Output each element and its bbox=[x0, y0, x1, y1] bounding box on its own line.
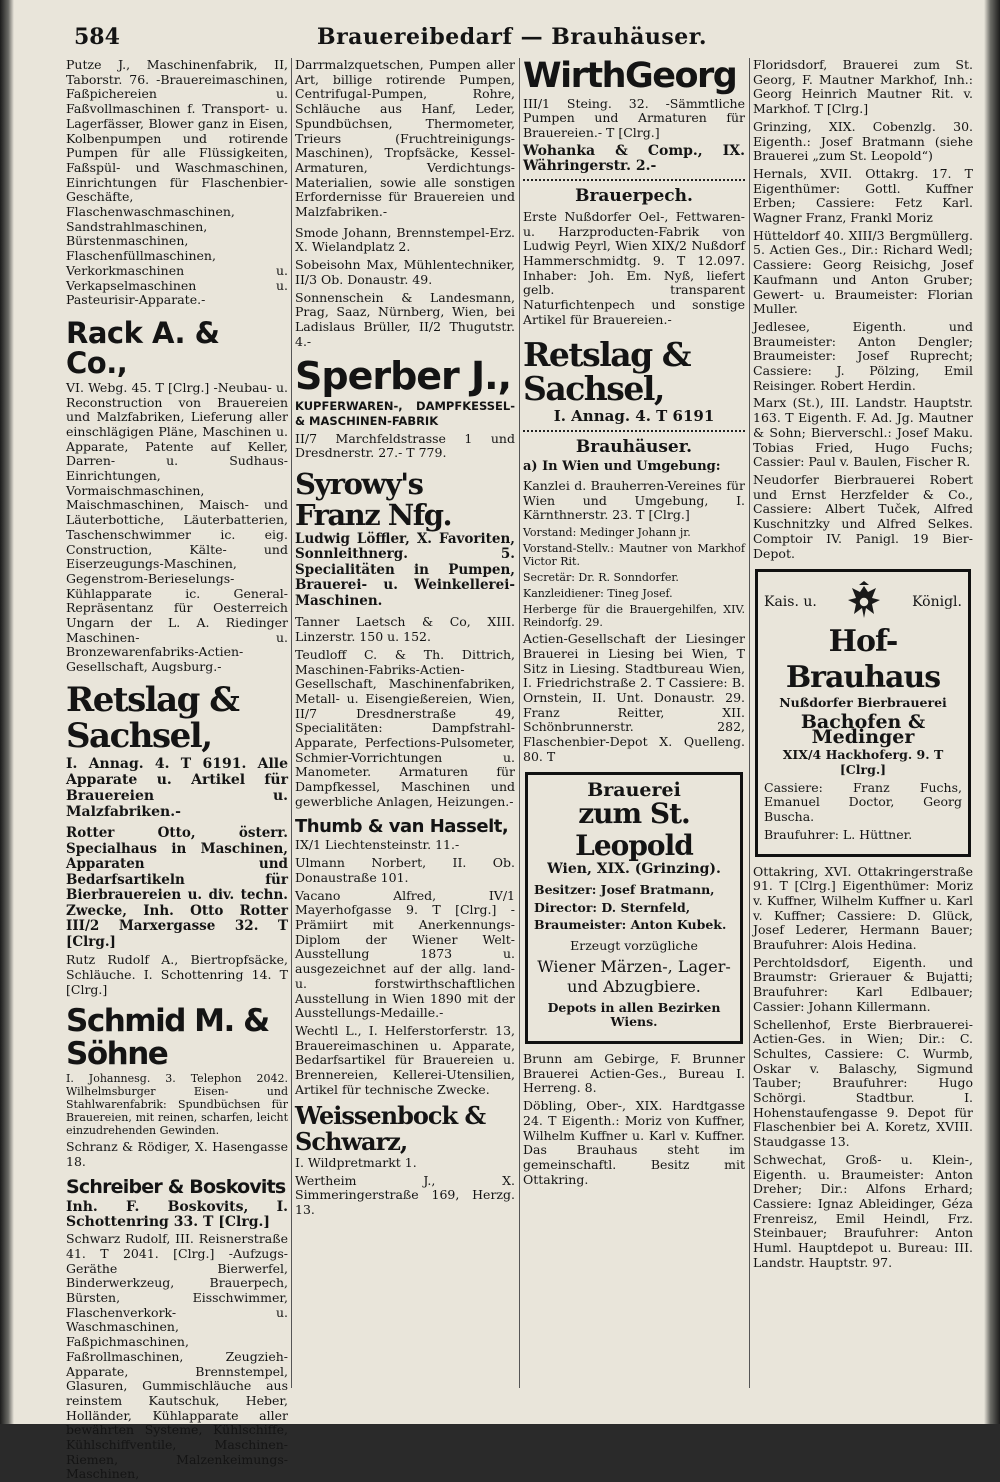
entry-retslag: I. Annag. 4. T 6191. Alle Apparate u. Artikel für Brauereien u. Malzfabriken.- bbox=[66, 756, 288, 821]
entry-rotter: Rotter Otto, österr. Specialhaus in Maschinen, Apparaten und Bedarfsartikeln für Bierbrauereien u. div. techn. Zwecke, Inh. Otto Rotter III/2 Marxergasse 32. T [Clrg.] bbox=[66, 825, 288, 950]
ad-retslag-name: Retslag & Sachsel, bbox=[66, 679, 239, 756]
page-header bbox=[62, 24, 962, 54]
hof-braufuehrer: Braufuhrer: L. Hüttner. bbox=[764, 826, 913, 842]
entry-ulmann: Ulmann Norbert, II. Ob. Donaustraße 101. bbox=[295, 855, 515, 885]
entry-neudorfer: Neudorfer Bierbrauerei Robert und Ernst Herzfelder & Co., Cassiere: Albert Tuček, Alfred Kuschnitzky und Alfred Selkes. Comptoir IV. Panigl. 19 Bier-Depot. bbox=[753, 471, 973, 561]
entry-huetteldorf: Hütteldorf 40. XIII/3 Bergmüllerg. 5. Actien Ges., Dir.: Richard Wedl; Cassiere: Georg Reisichg, Josef Kaufmann und Anton Gruber; Gewert- u. Braumeister: Florian Muller. bbox=[753, 227, 973, 317]
entry-floridsdorf: Floridsdorf, Brauerei zum St. Georg, F. Mautner Markhof, Inh.: Georg Heinrich Mautner Rit. v. Markhof. T [Clrg.] bbox=[753, 57, 973, 117]
entry-brunn: Brunn am Gebirge, F. Brunner Brauerei Actien-Ges., Bureau I. Herreng. 8. bbox=[523, 1051, 745, 1096]
entry-sobeisohn: Sobeisohn Max, Mühlentechniker, II/3 Ob. Donaustr. 49. bbox=[295, 257, 515, 287]
hof-addr: XIX/4 Hackhoferg. 9. T [Clrg.] bbox=[782, 747, 944, 778]
hof-cassiere: Cassiere: Franz Fuchs, Emanuel Doctor, Georg Buscha. bbox=[764, 779, 962, 825]
entry-liesing: Actien-Gesellschaft der Liesinger Brauerei in Liesing bei Wien, T Sitz in Liesing. Stadtbureau Wien, I. Friedrichstraße 2. T Cassiere: B. Ornstein, II. Unt. Donaustr. 29. Franz Reitter, XII. Schönbrunnerstr. 282, Flaschenbier-Depot X. Quelleng. 80. T bbox=[523, 631, 745, 764]
leopold-l3: Wien, XIX. (Grinzing). bbox=[547, 861, 721, 878]
entry-hernals: Hernals, XVII. Ottakrg. 17. T Eigenthümer: Gottl. Kuffner Erben; Cassiere: Fetz Karl. Wagner Franz, Frankl Moriz bbox=[753, 165, 973, 226]
column-4 bbox=[753, 58, 973, 1388]
leopold-director: Director: D. Sternfeld, bbox=[534, 899, 691, 915]
entry-jedlesee: Jedlesee, Eigenth. und Braumeister: Anton Dengler; Braumeister: Josef Ruprecht; Cassiere: J. Pölzing, Emil Reisinger. Robert Herdin. bbox=[753, 318, 973, 393]
entry-ottakring: Ottakring, XVI. Ottakringerstraße 91. T [Clrg.] Eigenthümer: Moriz v. Kuffner, Wilhelm Kuffner u. Karl v. Kuffner; Cassiere: D. Glück, Josef Lederer, Hermann Bauer; Braufuhrer: Alois Hedina. bbox=[753, 863, 973, 953]
hof-crest-row bbox=[764, 580, 962, 624]
entry-nussdorfer: Erste Nußdorfer Oel-, Fettwaren- u. Harzproducten-Fabrik von Ludwig Peyrl, Wien XIX/2 Nußdorf Hammerschmidtg. 9. T 12.097. Inhaber: Joh. Em. Nyß, liefert gelb. transparent Naturfichtenpech und sonstige Artikel für Brauereien.- bbox=[523, 208, 745, 327]
hof-sub: Nußdorfer Bierbrauerei bbox=[779, 695, 947, 711]
entry-kanzlei: Kanzlei d. Brauherren-Vereines für Wien und Umgebung, I. Kärnthnerstr. 23. T [Clrg.] bbox=[523, 477, 745, 523]
entry-rutz: Rutz Rudolf A., Biertropfsäcke, Schläuche. I. Schottenring 14. T [Clrg.] bbox=[66, 952, 288, 997]
entry-schreiber: Inh. F. Boskovits, I. Schottenring 33. T [Clrg.] bbox=[66, 1198, 288, 1230]
entry-retslag2: I. Annag. 4. T 6191 bbox=[553, 406, 715, 425]
running-title: Brauereibedarf — Brauhäuser. bbox=[316, 24, 708, 50]
scan-edge-right bbox=[984, 0, 1000, 1424]
entry-grinzing: Grinzing, XIX. Cobenzlg. 30. Eigenth.: Josef Bratmann (siehe Brauerei „zum St. Leopold“) bbox=[753, 118, 973, 164]
subheading-wien: a) In Wien und Umgebung: bbox=[523, 459, 721, 475]
separator bbox=[523, 179, 745, 181]
entry-schmid: I. Johannesg. 3. Telephon 2042. Wilhelmsburger Eisen- und Stahlwarenfabrik: Spundbüchsen für Brauereien, mit reinen, scharfen, leicht einzudrehenden Gewinden. bbox=[66, 1072, 288, 1138]
column-rule bbox=[749, 58, 750, 1388]
ad-schmid-name: Schmid M. & Söhne bbox=[66, 1003, 269, 1072]
separator bbox=[523, 430, 745, 432]
scan-edge-left bbox=[0, 0, 14, 1424]
entry-schwarz: Schwarz Rudolf, III. Reisnerstraße 41. T 2041. [Clrg.] -Aufzugs-Geräthe Bierwerfel, Binderwerkzeug, Brauerpech, Bürsten, Eisschwimmer, Flaschenverkork- u. Waschmaschinen, Faßpichmaschinen, Faßrollmaschinen, Zeugzieh-Apparate, Brennstempel, Glasuren, Gummischläuche aus reinstem Kautschuk, Heber, Holländer, Kühlapparate aller bewährten Systeme, Kühlschiffe, Kühlschiffventile, Maschinen-Riemen, Malzenkeimungs-Maschinen, bbox=[66, 1231, 288, 1482]
leopold-l2: zum St. Leopold bbox=[575, 797, 693, 863]
ad-sperber-line: KUPFERWAREN-, DAMPFKESSEL- & MASCHINEN-FABRIK bbox=[295, 399, 515, 428]
entry-putze: Putze J., Maschinenfabrik, II, Taborstr. 76. -Brauereimaschinen, Faßpichereien u. Faßvollmaschinen f. Transport- u. Lagerfässer, Blower ganz in Eisen, Kolbenpumpen und rotirende Pumpen für alle Flüssigkeiten, Faßspül- und Waschmaschinen, Einrichtungen für Flaschenbier-Geschäfte, Flaschenwaschmaschinen, Sandstrahlmaschinen, Bürstenmaschinen, Flaschenfüllmaschinen, Verkorkmaschinen u. Verkapselmaschinen u. Pasteurisir-Apparate.- bbox=[66, 57, 288, 308]
ad-wirth-name: WirthGeorg bbox=[523, 56, 737, 96]
entry-vorstand-stellv: Vorstand-Stellv.: Mautner von Markhof Victor Rit. bbox=[523, 542, 745, 569]
ad-thumb-name: Thumb & van Hasselt, bbox=[295, 815, 509, 837]
entry-wirth: III/1 Steing. 32. -Sämmtliche Pumpen und Armaturen für Brauereien.- T [Clrg.] bbox=[523, 95, 745, 141]
leopold-erzeugt: Erzeugt vorzügliche bbox=[570, 937, 698, 953]
ad-retslag2-name: Retslag & Sachsel, bbox=[523, 334, 691, 409]
entry-schranz: Schranz & Rödiger, X. Hasengasse 18. bbox=[66, 1139, 288, 1170]
entry-teudloff: Teudloff C. & Th. Dittrich, Maschinen-Fabriks-Actien-Gesellschaft, Maschinenfabriken, Metall- u. Eisengießereien, Wien, II/7 Dresdnerstraße 49, Specialitäten: Dampfstrahl-Apparate, Perfections-Pulsometer, Schmier-Vorrichtungen u. Manometer. Armaturen für Dampfkessel, Maschinen und gewerbliche Anlagen, Heizungen.- bbox=[295, 646, 515, 809]
ad-box-hof-brauhaus bbox=[755, 569, 971, 856]
ad-sperber-name: Sperber J., bbox=[295, 354, 512, 399]
leopold-biere: Wiener Märzen-, Lager- und Abzugbiere. bbox=[537, 956, 731, 996]
entry-doebling: Döbling, Ober-, XIX. Hardtgasse 24. T Eigenth.: Moriz von Kuffner, Wilhelm Kuffner u. Karl v. Kuffner. Das Brauhaus steht im gemeinschaftl. Besitz mit Ottakring. bbox=[523, 1098, 745, 1187]
entry-secretaer: Secretär: Dr. R. Sonndorfer. bbox=[523, 571, 679, 585]
double-eagle-icon bbox=[842, 580, 886, 624]
hof-title: Hof-Brauhaus bbox=[785, 624, 941, 696]
entry-thumb: IX/1 Liechtensteinstr. 11.- bbox=[295, 837, 460, 853]
entry-vorstand: Vorstand: Medinger Johann jr. bbox=[523, 526, 691, 540]
column-1 bbox=[66, 57, 288, 1482]
leopold-braumeister: Braumeister: Anton Kubek. bbox=[534, 917, 727, 933]
column-rule bbox=[291, 58, 292, 1388]
entry-vacano: Vacano Alfred, IV/1 Mayerhofgasse 9. T [Clrg.] -Prämiirt mit Anerkennungs-Diplom der Wiener Welt-Ausstellung 1873 u. ausgezeichnet auf der allg. land- u. forstwirthschaftlichen Ausstellung in Wien 1890 mit der Ausstellungs-Medaille.- bbox=[295, 887, 515, 1021]
hof-firm: Bachofen & Medinger bbox=[800, 710, 926, 748]
ad-weissenbock-name: Weissenbock & Schwarz, bbox=[295, 1101, 486, 1156]
entry-syrowy: Ludwig Löffler, X. Favoriten, Sonnleithnerg. 5. Specialitäten in Pumpen, Brauerei- u. Weinkellerei-Maschinen. bbox=[295, 530, 515, 609]
entry-schellenhof: Schellenhof, Erste Bierbrauerei-Actien-Ges. in Wien; Dir.: C. Schultes, Cassiere: C. Wurmb, Oskar v. Balaschy, Sigmund Tauber; Braufuhrer: Hugo Schörgi. Stadtbur. I. Hohenstaufengasse 9. Depot für Flaschenbier bei A. Koretz, XVIII. Staudgasse 13. bbox=[753, 1016, 973, 1150]
hof-kaiser: Kais. u. bbox=[764, 593, 817, 610]
entry-continued: Darrmalzquetschen, Pumpen aller Art, billige rotirende Pumpen, Centrifugal-Pumpen, Rohre, Schläuche aus Hanf, Leder, Spundbüchsen, Thermometer, Trieurs (Fruchtreinigungs-Maschinen), Tropfsäcke, Kessel-Armaturen, Verdichtungs-Materialien, sowie alle sonstigen Erfordernisse für Brauereien und Malzfabriken.- bbox=[295, 57, 515, 220]
ad-rack-name: Rack A. & Co., bbox=[66, 315, 220, 381]
leopold-besitzer: Besitzer: Josef Bratmann, bbox=[534, 881, 715, 897]
entry-marx: Marx (St.), III. Landstr. Hauptstr. 163. T Eigenth. F. Ad. Jg. Mautner & Sohn; Bierverschl.: Josef Maku. Tobias Fried, Hugo Fuchs; Cassier: Paul v. Baulen, Fischer R. bbox=[753, 395, 973, 470]
page-number: 584 bbox=[74, 24, 120, 50]
entry-herberge: Herberge für die Brauergehilfen, XIV. Reindorfg. 29. bbox=[523, 603, 745, 630]
entry-wertheim: Wertheim J., X. Simmeringerstraße 169, Herzg. 13. bbox=[295, 1172, 515, 1217]
section-heading-brauerpech: Brauerpech. bbox=[575, 186, 693, 207]
section-heading-brauhaeuser: Brauhäuser. bbox=[575, 436, 693, 457]
entry-rack: VI. Webg. 45. T [Clrg.] -Neubau- u. Reconstruction von Brauereien und Malzfabriken, Lieferung aller einschlägigen Pläne, Maschinen u. Apparate, Patente auf Keller, Darren- u. Sudhaus-Einrichtungen, Vormaischmaschinen, Maischmaschinen, Maisch- und Läuterbottiche, Läuterbatterien, Taschenschwimmer ic. eig. Construction, Kälte- und Eiserzeugungs-Maschinen, Gegenstrom-Berieselungs-Kühlapparate ic. General-Repräsentanz für Oesterreich Ungarn der L. A. Riedinger Maschinen- u. Bronzewarenfabriks-Actien-Gesellschaft, Augsburg.- bbox=[66, 379, 288, 675]
entry-tanner: Tanner Laetsch & Co, XIII. Linzerstr. 150 u. 152. bbox=[295, 614, 515, 645]
leopold-depots: Depots in allen Bezirken Wiens. bbox=[547, 999, 721, 1030]
column-3 bbox=[523, 58, 745, 1388]
entry-schwechat: Schwechat, Groß- u. Klein-, Eigenth. u. Braumeister: Anton Dreher; Dir.: Alfons Erhard; Cassiere: Ignaz Ableidinger, Géza Frenreisz, Emil Heindl, Frz. Steinbauer; Braufuhrer: Anton Huml. Hauptdepot u. Bureau: III. Landstr. Hauptstr. 97. bbox=[753, 1151, 973, 1270]
ad-box-st-leopold bbox=[525, 772, 743, 1044]
entry-smode: Smode Johann, Brennstempel-Erz. X. Wielandplatz 2. bbox=[295, 224, 515, 255]
column-rule bbox=[519, 58, 520, 1388]
entry-weissenbock: I. Wildpretmarkt 1. bbox=[295, 1154, 417, 1170]
hof-koenig: Königl. bbox=[912, 593, 962, 610]
entry-kanzleidiener: Kanzleidiener: Tineg Josef. bbox=[523, 587, 673, 601]
entry-wechtl: Wechtl L., I. Helferstorferstr. 13, Brauereimaschinen u. Apparate, Bedarfsartikel für Brauereien u. Brennereien, Kellerei-Utensilien, Artikel für technische Zwecke. bbox=[295, 1022, 515, 1097]
entry-sperber: II/7 Marchfeldstrasse 1 und Dresdnerstr. 27.- T 779. bbox=[295, 430, 515, 461]
ad-syrowy-name: Syrowy's Franz Nfg. bbox=[295, 467, 452, 532]
ad-schreiber-name: Schreiber & Boskovits bbox=[66, 1175, 286, 1198]
entry-sonnenschein: Sonnenschein & Landesmann, Prag, Saaz, Nürnberg, Wien, bei Ladislaus Brüller, II/2 Thugutstr. 4.- bbox=[295, 289, 515, 349]
entry-perchtoldsdorf: Perchtoldsdorf, Eigenth. und Braumstr: Grierauer & Bujatti; Braufuhrer: Karl Edlbauer; Cassier: Johann Killermann. bbox=[753, 954, 973, 1014]
column-2 bbox=[295, 58, 515, 1388]
entry-wohanka: Wohanka & Comp., IX. Währingerstr. 2.- bbox=[523, 142, 745, 174]
leopold-l1: Brauerei bbox=[587, 779, 681, 802]
